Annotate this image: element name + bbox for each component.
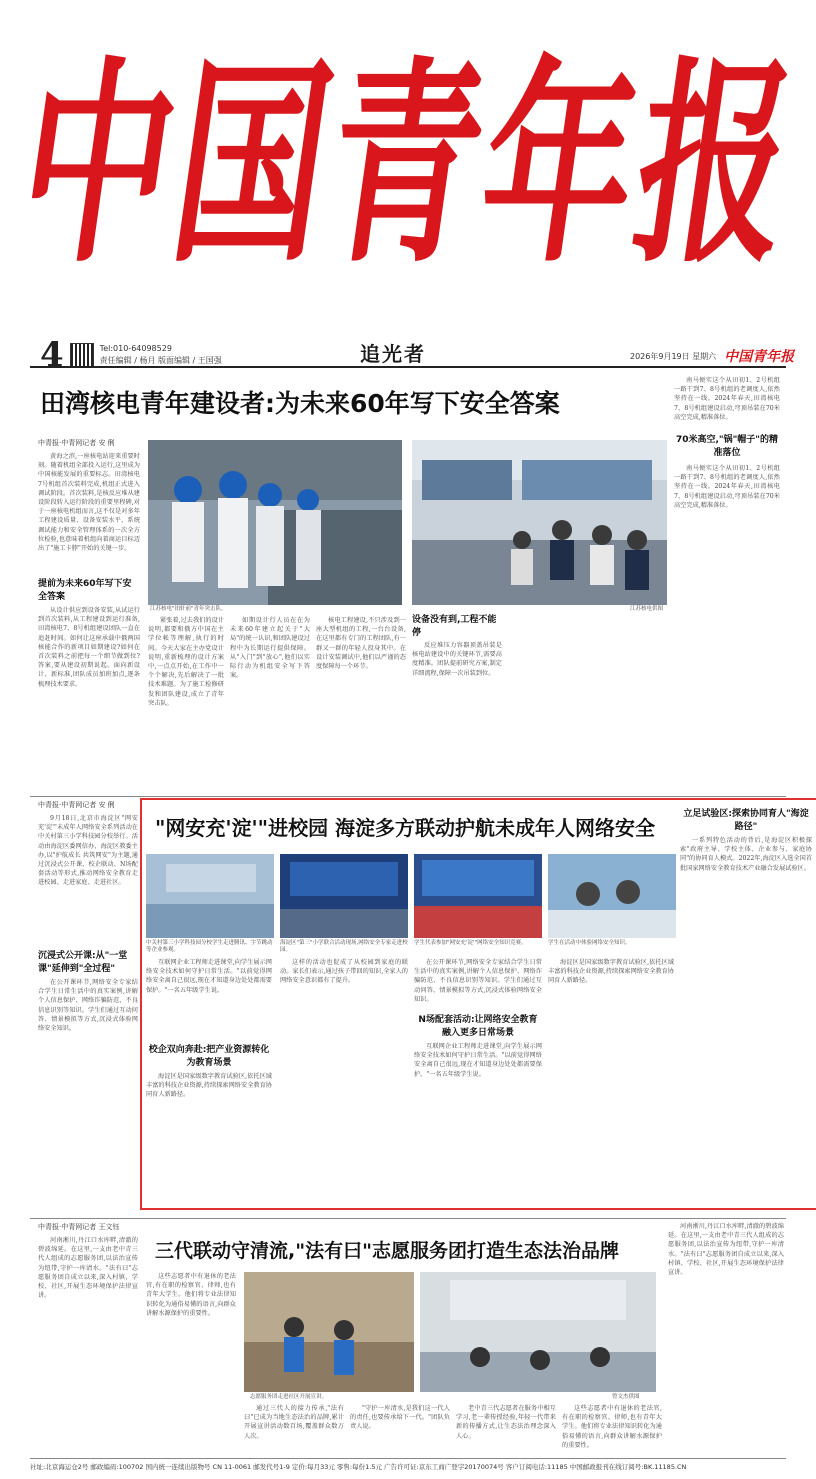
workers-photo xyxy=(148,440,402,605)
article1-sub1: 提前为未来60年写下安全答案 xyxy=(38,579,132,602)
page-header-right xyxy=(630,346,794,366)
article2-sidebar-title: 立足试验区:探索协同育人"海淀路径" xyxy=(683,809,809,832)
article2-col2: 在公开课环节,网络安全专家结合学生日常生活中的真实案例,讲解个人信息保护、网络诈骗防范、不良信息识别等知识。学生们通过互动问答、情景模拟等方式,沉浸式体验网络安全知识。 xyxy=(38,979,138,1033)
article1-sub3: 70米高空,"锅"帽子"的精准落位 xyxy=(675,435,778,458)
article2-photo1 xyxy=(146,854,274,938)
article3-col2: 这些志愿者中有退休的老法官,有在职的检察官、律师,也有青年大学生。他们将专业法律知识转化为通俗易懂的语言,向群众讲解水源保护的重要性。 xyxy=(146,1273,236,1317)
article1-photo2-caption: 江苏核电供图 xyxy=(630,606,664,612)
article2-sidebar-text: 一系列特色活动的背后,是海淀区积极探索"政府主导、学校主体、企业参与、家庭协同"的协同育人模式。2022年,海淀区入选全国首批国家网络安全教育技术产业融合发展试验区。 xyxy=(680,837,812,872)
qr-code-icon xyxy=(70,343,94,367)
article2-col4: 这样的活动也促成了从校园到家庭的联动。家长们表示,通过孩子带回的知识,全家人的网络安全意识都有了提升。 xyxy=(280,959,408,985)
article1-sub2: 设备没有到,工程不能停 xyxy=(412,615,497,638)
control-room-photo xyxy=(412,440,667,605)
page-number: 4 xyxy=(40,335,64,375)
article1-col3: 紧张着,过去我们的设计说明,都要和俄方中国在主学位帐等理解,执行的时间。今天大家在主办党设计说明,重新梳理的设计方案中,一点点开始,在工作中一个个解决,先后解决了一批技术难题。为了施工检修研发和团队建设,成立了青年突击队。 xyxy=(148,617,224,707)
article1-col1: 黄海之滨,一座核电站迎来重要时刻。随着机组全部投入运行,这里成为中国核能发展的重要标志。田湾核电7号机组首次装料完成,机组正式进入调试阶段。首次装料,是核反应堆从建设阶段转入运行阶段的重要里程碑,对于一座核电机组而言,这不仅是对多年工程建设质量、设备安装水平、系统调试能力和安全管理体系的一次全方位检验,也意味着机组向着商运目标迈出了"施工卡脖"开始的关键一步。 xyxy=(38,453,140,553)
article3-headline: 三代联动守清流,"法有曰"志愿服务团打造生态法治品牌 xyxy=(155,1240,620,1262)
article3-photo2 xyxy=(420,1272,656,1392)
article1-col6-wrap xyxy=(412,612,502,796)
article2-photo3 xyxy=(414,854,542,938)
article2-caption3: 学生代表参加"网安充'淀'"网络安全知识竞赛。 xyxy=(414,940,527,946)
article2-col1-wrap xyxy=(38,800,138,1200)
masthead-logo: 中国青年报 xyxy=(5,37,811,293)
footer-info: 社址:北京海运仓2号 邮政编码:100702 国内统一连续出版物号 CN 11-0061 邮发代号1-9 定价:每月33元 零售:每份1.5元 广告许可证:京东工商广登字20170074号 客户订阅电话:11185 中国邮政报刊在线订阅号:BK.11185.CN xyxy=(30,1463,687,1471)
issue-date: 2026年9月19日 星期六 xyxy=(630,351,717,361)
article2-headline: "网安充'淀'"进校园 海淀多方联动护航未成年人网络安全 xyxy=(155,816,656,840)
header-rule xyxy=(30,366,786,368)
article3-photo1-caption: 志愿服务团走进社区开展宣讲。 xyxy=(250,1394,328,1400)
article1-headline: 田湾核电青年建设者:为未来60年写下安全答案 xyxy=(40,389,560,418)
article2-sidebar xyxy=(680,806,812,1204)
article3-photo2-caption: 曾文杰供图 xyxy=(612,1394,640,1400)
mini-masthead: 中国青年报 xyxy=(724,349,795,365)
article2-byline: 中青报·中青网记者 安 俐 xyxy=(38,801,115,809)
article3-col1-wrap xyxy=(38,1222,138,1458)
article2-sub1: 沉浸式公开课:从"一堂课"延伸到"全过程" xyxy=(38,951,128,974)
article2-caption1: 中关村第三小学科技园分校学生走进腾讯、字节跳动等企业参观。 xyxy=(146,940,273,953)
article2-sub3: N场配套活动:让网络安全教育融入更多日常场景 xyxy=(418,1015,538,1038)
article1-col5: 核电工程建设,不只涉及到一座大型机组的工程,一台台设备,在这里都有专门的工程团队,有一群又一群的年轻人投身其中。在设计安装调试中,他们以严谨的态度保障每一个环节。 xyxy=(316,617,406,671)
article2-photo2 xyxy=(280,854,408,938)
tel: Tel:010-64098529 xyxy=(99,344,172,353)
editors: 责任编辑 / 杨月 版面编辑 / 王国强 xyxy=(99,356,222,365)
article1-col7: 南马便实这个从田初1、2号机组一路干到7、8号机组的老调度人,依然坚持在一线。2024年春天,田湾核电7、8号机组建设启动,穹顶吊装在70米高空完成,精准落位。 xyxy=(674,377,780,421)
article1-photo1-caption: 江苏核电"铂轩前"青年突击队。 xyxy=(150,606,227,612)
article1-col2: 从设计供应到设备安装,从试运行到首次装料,从工程建设到运行准备,田湾核电7、8号机组建设团队一直在追赶时间。如何让这座承载中俄两国核能合作的新项目如期建设?如何在首次装料之前把每一个细节做到位?答案,要从建设初期说起。面向新设计、新标准,团队成员加班加点,逐条梳理技术要求。 xyxy=(38,607,140,688)
article2-colA: 互联网企业工程师走进课堂,向学生展示网络安全技术如何守护日常生活。"以前觉得网络安全离自己很远,现在才知道身边处处都需要保护。"一名五年级学生说。 校企双向奔赴:把产业资源转化为教育场景 海淀区是国家级数字教育试验区,依托区域丰富的科技企业资源,持续探索网络安全教育协同育人新路径。 xyxy=(146,959,272,1099)
article2-col1: 9月18日,北京市海淀区"网安充'淀'"未成年人网络安全系列活动在中关村第三小学科技园分校举行。活动由海淀区委网信办、海淀区教委主办,以"护航成长 共筑网安"为主题,通过沉浸式公开课、校企联动、N场配套活动等形式,推动网络安全教育走进校园、走进家庭、走进社区。 xyxy=(38,815,138,887)
article2-caption2: 海淀区"第三"小学联合活动现场,网络安全专家走进校园。 xyxy=(280,940,408,953)
masthead xyxy=(0,0,816,330)
article2-sub2: 校企双向奔赴:把产业资源转化为教育场景 xyxy=(148,1045,270,1068)
article2-caption4: 学生在活动中体验网络安全知识。 xyxy=(548,940,631,946)
article1-col7-wrap: 南马便实这个从田初1、2号机组一路干到7、8号机组的老调度人,依然坚持在一线。2024年春天,田湾核电7、8号机组建设启动,穹顶吊装在70米高空完成,精准落位。 70米高空,"锅"帽子"的精准落位 南马便实这个从田初1、2号机组一路干到7、8号机组的老调度人,依然坚持在一线。2024年春天,田湾核电7、8号机组建设启动,穹顶吊装在70米高空完成,精准落位。 xyxy=(674,377,780,509)
article1-col4: 如期设计行人员在在为未来60年建立起关于"大局"的统一认识,和团队建设过程中为长期运行提供保障。从"入门"到"放心",他们以实际行动为机组安全写下答案。 xyxy=(230,617,310,680)
article1-byline: 中青报·中青网记者 安 俐 xyxy=(38,439,115,447)
article2-colC: 在公开课环节,网络安全专家结合学生日常生活中的真实案例,讲解个人信息保护、网络诈骗防范、不良信息识别等知识。学生们通过互动问答、情景模拟等方式,沉浸式体验网络安全知识。 N场配套活动:让网络安全教育融入更多日常场景 互联网企业工程师走进课堂,向学生展示网络安全技术如何守护日常生活。"以前觉得网络安全离自己很远,现在才知道身边处处都需要保护。"一名五年级学生说。 xyxy=(414,959,542,1078)
article2-photo4 xyxy=(548,854,676,938)
article1-col6: 反应堆压力容器顶盖吊装是核电站建设中的关键环节,需要高度精准。团队提前研究方案,制定详细流程,保障一次吊装到位。 xyxy=(412,642,502,677)
article3-photo1 xyxy=(244,1272,414,1392)
article1-col1-wrap xyxy=(38,438,140,793)
article3-col1: 河南淅川,丹江口水库畔,清澈的碧波绵延。在这里,一支由老中青三代人组成的志愿服务团,以法治宣传为纽带,守护一库清水。"法有曰"志愿服务团自成立以来,深入村镇、学校、社区,开展生态环境保护法律宣讲。 xyxy=(38,1237,138,1300)
article1-photo2 xyxy=(412,440,667,605)
article3-byline: 中青报·中青网记者 王文钰 xyxy=(38,1223,120,1231)
article1-photo1 xyxy=(148,440,402,605)
section-title: 追光者 xyxy=(360,342,426,366)
